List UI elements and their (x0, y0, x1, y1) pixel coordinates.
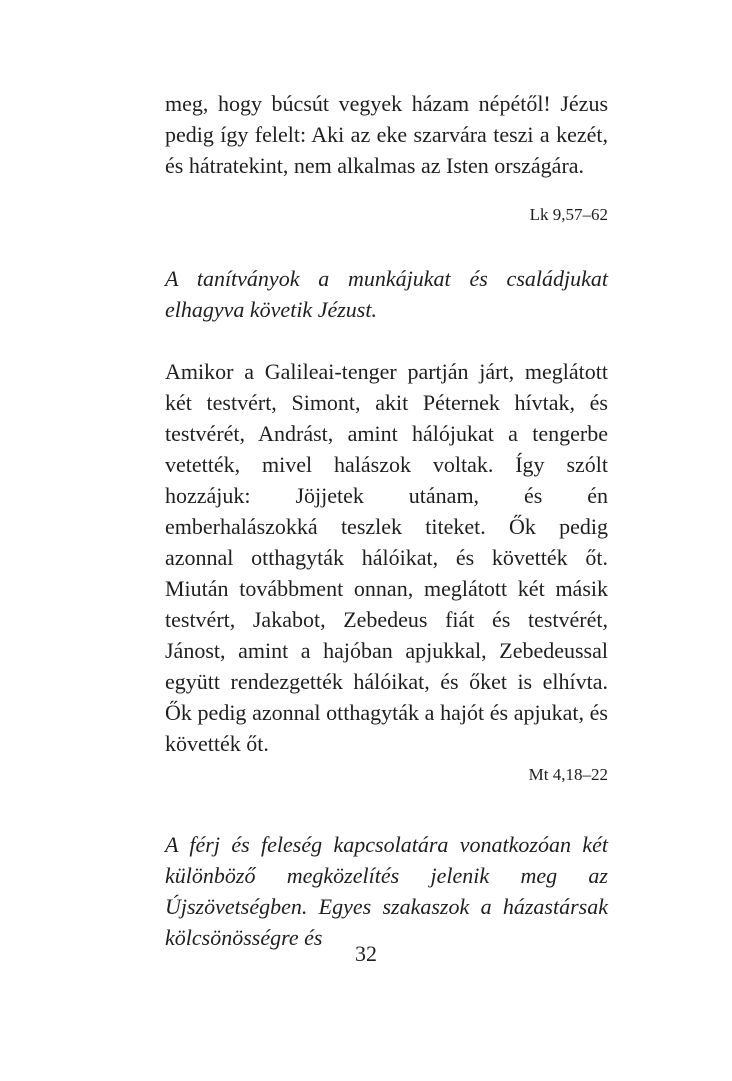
paragraph-continuation: meg, hogy búcsút vegyek házam népétől! Jézus pedig így felelt: Aki az eke szarvára teszi a kezét, és hátratekint, nem alkalmas az Isten országára. (165, 91, 608, 178)
scripture-reference: Mt 4,18–22 (528, 765, 608, 784)
page-content (165, 88, 608, 953)
italic-introduction: A tanítványok a munkájukat és családjukat elhagyva követik Jézust. (165, 266, 608, 322)
italic-introduction: A férj és feleség kapcsolatára vonatkozóan két különböző megközelítés jelenik meg az Újszövetségben. Egyes szakaszok a házastársak kölcsönösségre és (165, 832, 608, 950)
scripture-reference: Lk 9,57–62 (529, 205, 608, 224)
page-number: 32 (355, 941, 377, 966)
scripture-paragraph: Amikor a Galileai-tenger partján járt, meglátott két testvért, Simont, akit Péternek hívtak, és testvérét, Andrást, amint hálójukat a tengerbe vetették, mivel halászok voltak. Így szólt hozzájuk: Jöjjetek utánam, és én emberhalászokká teszlek titeket. Ők pedig azonnal otthagyták hálóikat, és követték őt. Miután továbbment onnan, meglátott két másik testvért, Jakabot, Zebedeus fiát és testvérét, Jánost, amint a hajóban apjukkal, Zebedeussal együtt rendezgették hálóikat, és őket is elhívta. Ők pedig azonnal otthagyták a hajót és apjukat, és követték őt. (165, 359, 608, 756)
